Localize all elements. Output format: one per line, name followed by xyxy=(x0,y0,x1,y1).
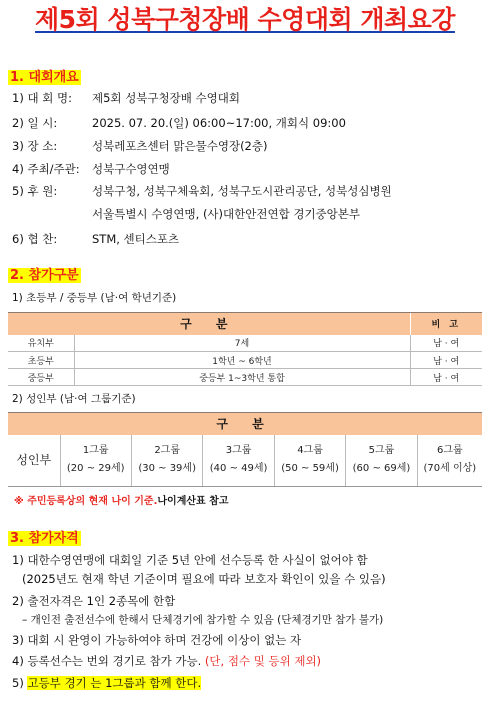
cell-division: 초등부 xyxy=(8,352,74,369)
table-header-note: 비 고 xyxy=(410,313,482,335)
cell-desc: 7세 xyxy=(74,335,410,352)
qual-item-5-num: 5) xyxy=(12,676,24,690)
table-row xyxy=(8,369,482,386)
row-value: 성북구수영연맹 xyxy=(92,162,170,176)
cell-group-3: 3그룹 (40 ~ 49세) xyxy=(203,435,274,487)
overview-row-sponsor-cont xyxy=(12,206,360,222)
warning-dark-text: 나이계산표 참고 xyxy=(157,496,229,507)
cell-note: 남 · 여 xyxy=(410,335,482,352)
table-row xyxy=(8,435,482,487)
cell-note: 남 · 여 xyxy=(410,369,482,386)
row-value: STM, 센티스포츠 xyxy=(92,232,180,246)
cell-desc: 중등부 1~3학년 통합 xyxy=(74,369,410,386)
section1-heading: 1. 대회개요 xyxy=(10,70,79,85)
overview-row-date xyxy=(12,115,346,131)
row-label: 3) 장 소: xyxy=(12,139,58,153)
cell-group-6: 6그룹 (70세 이상) xyxy=(417,435,482,487)
qual-item-1-note: (2025년도 현재 학년 기준이며 필요에 따라 보호자 확인이 있을 수 있음) xyxy=(22,572,386,586)
row-value: 성북레포츠센터 맑은물수영장(2층) xyxy=(92,139,268,153)
cell-group-2: 2그룹 (30 ~ 39세) xyxy=(131,435,202,487)
warning-red-text: ※ 주민등록상의 현재 나이 기준. xyxy=(14,496,158,507)
row-label: 2) 일 시: xyxy=(12,116,58,130)
section2-heading: 2. 참가구분 xyxy=(10,268,79,283)
row-value: 2025. 07. 20.(일) 06:00~17:00, 개회식 09:00 xyxy=(92,116,346,130)
qual-item-5 xyxy=(12,675,201,691)
overview-row-name xyxy=(12,90,240,106)
row-value: 제5회 성북구청장배 수영대회 xyxy=(92,91,240,105)
cell-division: 유치부 xyxy=(8,335,74,352)
qual-item-2: 2) 출전자격은 1인 2종목에 한함 xyxy=(12,594,176,608)
table-row xyxy=(8,335,482,352)
qual-item-1: 1) 대한수영연맹에 대회일 기준 5년 안에 선수등록 한 사실이 없어야 함 xyxy=(12,553,368,567)
title-wrap xyxy=(0,0,490,40)
sub-heading-adult: 2) 성인부 (남·여 그룹기준) xyxy=(12,393,136,405)
section3-heading: 3. 참가자격 xyxy=(10,531,79,546)
sub-heading-youth: 1) 초등부 / 중등부 (남·여 학년기준) xyxy=(12,292,177,304)
table-row xyxy=(8,352,482,369)
qual-item-4-red: (단, 점수 및 등위 제외) xyxy=(204,654,322,668)
qual-item-5-highlight: 고등부 경기 는 1그룹과 함께 한다. xyxy=(27,676,202,690)
qual-item-2-note: – 개인전 출전선수에 한해서 단체경기에 참가할 수 있음 (단체경기만 참가 불가) xyxy=(22,614,384,626)
cell-note: 남 · 여 xyxy=(410,352,482,369)
cell-adult-label: 성인부 xyxy=(8,435,60,487)
overview-row-host xyxy=(12,161,170,177)
overview-row-cosponsor xyxy=(12,231,179,247)
overview-row-sponsor xyxy=(12,183,392,199)
adult-division-table xyxy=(8,412,482,487)
row-label: 5) 후 원: xyxy=(12,184,58,198)
cell-desc: 1학년 ~ 6학년 xyxy=(74,352,410,369)
table-header-division: 구 분 xyxy=(8,313,410,335)
row-value: 성북구청, 성북구체육회, 성북구도시관리공단, 성북성심병원 xyxy=(92,184,392,198)
table-header-division: 구 분 xyxy=(8,413,482,435)
cell-division: 중등부 xyxy=(8,369,74,386)
overview-row-place xyxy=(12,138,267,154)
cell-group-5: 5그룹 (60 ~ 69세) xyxy=(346,435,417,487)
youth-division-table xyxy=(8,312,482,386)
qual-item-3: 3) 대회 시 완영이 가능하여야 하며 건강에 이상이 없는 자 xyxy=(12,633,302,647)
page-title: 제5회 성북구청장배 수영대회 개최요강 xyxy=(35,5,455,34)
row-label: 1) 대 회 명: xyxy=(12,91,72,105)
cell-group-1: 1그룹 (20 ~ 29세) xyxy=(60,435,131,487)
row-label: 4) 주최/주관: xyxy=(12,162,80,176)
row-label: 6) 협 찬: xyxy=(12,232,58,246)
qual-item-4 xyxy=(12,653,321,669)
cell-group-4: 4그룹 (50 ~ 59세) xyxy=(274,435,345,487)
qual-item-4-text: 4) 등록선수는 번외 경기로 참가 가능. xyxy=(12,654,202,668)
age-warning xyxy=(14,492,228,507)
row-value: 서울특별시 수영연맹, (사)대한안전연합 경기중앙본부 xyxy=(92,207,360,221)
